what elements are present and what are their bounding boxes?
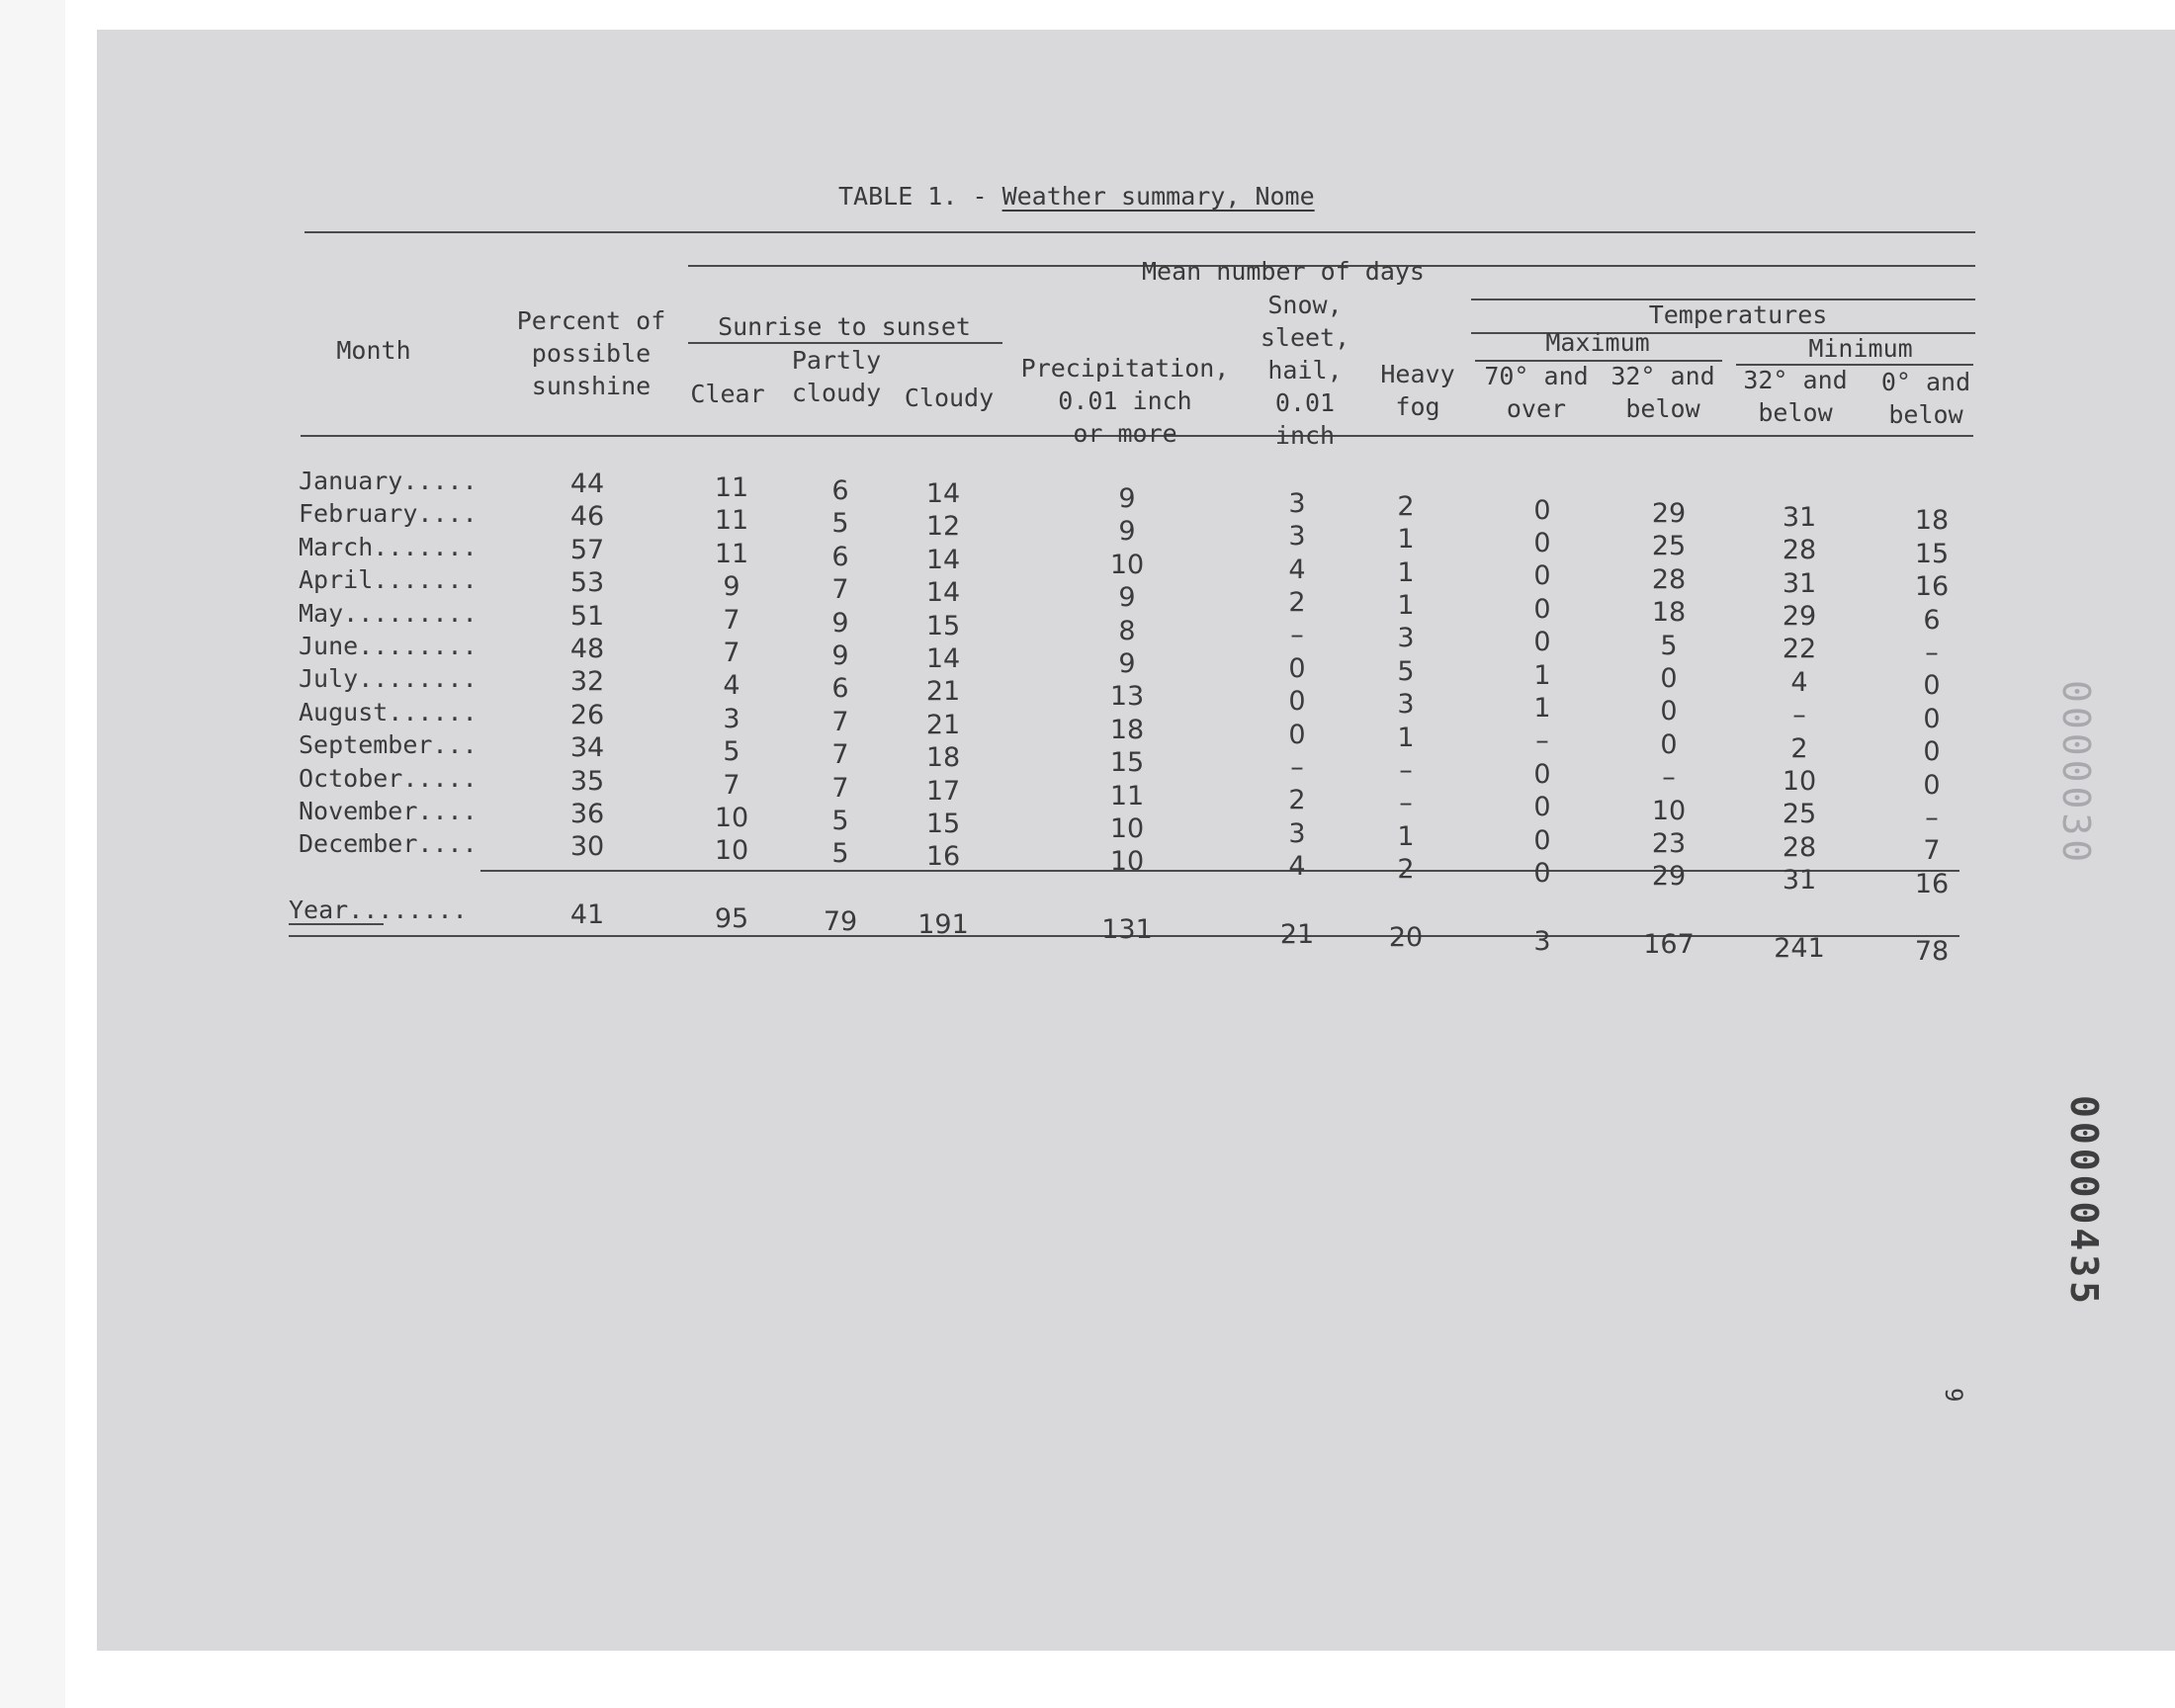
table-cell: 10 bbox=[714, 803, 749, 833]
table-cell: – bbox=[1399, 754, 1413, 786]
table-cell: 11 bbox=[1109, 780, 1145, 811]
table-cell: – bbox=[1290, 620, 1304, 651]
year-total-cell: 20 bbox=[1388, 921, 1424, 953]
table-cell: 29 bbox=[1782, 600, 1817, 632]
table-cell: 25 bbox=[1651, 531, 1687, 562]
document-stamp-number: 00000435 bbox=[2062, 1095, 2106, 1309]
header-month: Month bbox=[336, 336, 411, 365]
table-cell: 1 bbox=[1533, 659, 1551, 691]
table-cell: 0 bbox=[1660, 663, 1678, 695]
table-cell: 5 bbox=[831, 806, 849, 837]
header-temperatures: Temperatures bbox=[1648, 300, 1828, 329]
year-total-cell: 191 bbox=[917, 908, 969, 940]
table-cell: 9 bbox=[831, 607, 849, 639]
table-cell: 46 bbox=[569, 501, 605, 533]
table-cell: 7 bbox=[831, 706, 849, 737]
table-cell: 0 bbox=[1288, 686, 1306, 718]
table-cell: 9 bbox=[1118, 516, 1136, 548]
table-cell: 28 bbox=[1782, 535, 1817, 566]
month-label: September... bbox=[299, 730, 478, 760]
table-cell: – bbox=[1925, 638, 1939, 668]
table-cell: 15 bbox=[1109, 747, 1145, 779]
table-cell: 11 bbox=[714, 472, 749, 503]
table-cell: 3 bbox=[1288, 487, 1306, 519]
table-cell: 35 bbox=[569, 765, 605, 797]
table-cell: 5 bbox=[723, 736, 740, 768]
table-cell: 31 bbox=[1782, 865, 1817, 897]
table-cell: 26 bbox=[569, 699, 605, 730]
table-cell: 17 bbox=[925, 775, 961, 807]
table-cell: 0 bbox=[1923, 769, 1941, 801]
table-cell: 0 bbox=[1533, 627, 1551, 658]
table-cell: – bbox=[1792, 700, 1806, 731]
table-cell: 4 bbox=[723, 670, 740, 702]
month-label: August...... bbox=[299, 697, 478, 726]
table-cell: – bbox=[1925, 803, 1939, 833]
table-cell: 30 bbox=[569, 831, 605, 863]
table-cell: – bbox=[1290, 751, 1304, 783]
table-cell: 22 bbox=[1782, 634, 1817, 665]
table-cell: 21 bbox=[925, 676, 961, 708]
table-cell: 51 bbox=[569, 600, 605, 632]
table-cell: 5 bbox=[1660, 630, 1678, 661]
table-cell: 3 bbox=[1397, 623, 1415, 654]
table-cell: 10 bbox=[1109, 549, 1145, 580]
table-cell: 11 bbox=[714, 505, 749, 537]
table-cell: 29 bbox=[1651, 498, 1687, 530]
month-label: October..... bbox=[299, 763, 478, 793]
month-label: April....... bbox=[299, 565, 478, 595]
table-cell: 0 bbox=[1660, 696, 1678, 727]
table-cell: 15 bbox=[1914, 538, 1950, 569]
table-cell: 18 bbox=[1914, 505, 1950, 537]
table-cell: 3 bbox=[1397, 689, 1415, 721]
table-cell: 15 bbox=[925, 808, 961, 839]
table-cell: 1 bbox=[1397, 820, 1415, 852]
header-max-32-and-below: 32° and below bbox=[1610, 362, 1715, 423]
table-cell: 13 bbox=[1109, 681, 1145, 713]
table-cell: 9 bbox=[1118, 582, 1136, 614]
table-cell: 0 bbox=[1533, 857, 1551, 889]
table-cell: 6 bbox=[831, 673, 849, 705]
table-cell: 7 bbox=[831, 574, 849, 606]
table-cell: 1 bbox=[1533, 692, 1551, 724]
table-cell: 1 bbox=[1397, 589, 1415, 621]
table-cell: 11 bbox=[714, 538, 749, 569]
table-cell: 1 bbox=[1397, 556, 1415, 588]
table-cell: 0 bbox=[1533, 792, 1551, 823]
table-cell: 10 bbox=[1109, 813, 1145, 844]
table-cell: 1 bbox=[1397, 524, 1415, 555]
table-cell: 2 bbox=[1790, 732, 1808, 764]
table-cell: 0 bbox=[1660, 728, 1678, 760]
year-total-cell: 78 bbox=[1914, 936, 1950, 968]
table-cell: 23 bbox=[1651, 828, 1687, 860]
table-cell: 2 bbox=[1397, 854, 1415, 886]
table-cell: 28 bbox=[1651, 563, 1687, 595]
table-cell: 10 bbox=[1651, 795, 1687, 826]
table-cell: 5 bbox=[831, 838, 849, 870]
table-cell: 1 bbox=[1397, 722, 1415, 753]
year-total-cell: 131 bbox=[1101, 914, 1153, 945]
table-cell: 16 bbox=[925, 841, 961, 873]
table-cell: 7 bbox=[723, 769, 740, 801]
header-mean-days: Mean number of days bbox=[1142, 257, 1425, 286]
header-maximum: Maximum bbox=[1545, 328, 1650, 357]
table-cell: 57 bbox=[569, 534, 605, 565]
table-cell: 16 bbox=[1914, 868, 1950, 899]
table-cell: 16 bbox=[1914, 571, 1950, 603]
table-cell: 4 bbox=[1288, 851, 1306, 883]
table-cell: 7 bbox=[831, 739, 849, 771]
page-number: 9 bbox=[1940, 1388, 1967, 1403]
table-cell: 0 bbox=[1923, 670, 1941, 702]
year-total-cell: 167 bbox=[1643, 929, 1695, 961]
total-rule bbox=[480, 870, 1959, 872]
year-total-cell: 241 bbox=[1774, 932, 1825, 964]
month-label: May......... bbox=[299, 598, 478, 628]
table-cell: – bbox=[1399, 788, 1413, 819]
table-cell: 44 bbox=[569, 469, 605, 499]
table-cell: 6 bbox=[831, 541, 849, 572]
table-cell: 12 bbox=[925, 511, 961, 543]
header-min-32-and-below: 32° and below bbox=[1743, 366, 1848, 427]
table-cell: 7 bbox=[723, 638, 740, 668]
header-precipitation: Precipitation, 0.01 inch or more bbox=[1020, 354, 1230, 448]
table-cell: 10 bbox=[1782, 765, 1817, 797]
table-cell: 29 bbox=[1651, 861, 1687, 893]
year-total-cell: 41 bbox=[569, 899, 605, 930]
month-label: February.... bbox=[299, 499, 478, 529]
table-cell: 9 bbox=[831, 640, 849, 672]
table-cell: 9 bbox=[1118, 648, 1136, 679]
month-label: December.... bbox=[299, 829, 478, 859]
table-cell: 9 bbox=[723, 571, 740, 603]
table-cell: 18 bbox=[1109, 714, 1145, 745]
faint-stamp-number: 0000030 bbox=[2054, 680, 2098, 867]
table-cell: 2 bbox=[1288, 586, 1306, 618]
table-cell: 4 bbox=[1288, 554, 1306, 585]
table-cell: 0 bbox=[1923, 703, 1941, 734]
header-clear: Clear bbox=[690, 380, 765, 408]
table-cell: 0 bbox=[1288, 652, 1306, 684]
table-cell: 0 bbox=[1533, 494, 1551, 526]
header-sunrise-to-sunset: Sunrise to sunset bbox=[718, 312, 971, 341]
table-cell: 9 bbox=[1118, 483, 1136, 514]
month-label: November.... bbox=[299, 797, 478, 825]
table-cell: 4 bbox=[1790, 666, 1808, 698]
table-cell: 3 bbox=[1288, 817, 1306, 849]
year-total-cell: 3 bbox=[1533, 925, 1551, 957]
table-cell: 5 bbox=[831, 508, 849, 540]
year-label: Year........ bbox=[289, 896, 468, 924]
table-cell: 32 bbox=[569, 666, 605, 698]
table-cell: 0 bbox=[1923, 736, 1941, 768]
table-cell: 31 bbox=[1782, 501, 1817, 533]
header-partly-cloudy: Partly cloudy bbox=[791, 346, 882, 407]
year-total-cell: 95 bbox=[714, 903, 749, 934]
year-total-cell: 21 bbox=[1279, 918, 1315, 950]
table-cell: 18 bbox=[925, 742, 961, 774]
table-cell: 18 bbox=[1651, 597, 1687, 629]
table-cell: 14 bbox=[925, 642, 961, 674]
table-cell: 7 bbox=[723, 604, 740, 636]
table-cell: 0 bbox=[1533, 560, 1551, 592]
table-cell: 14 bbox=[925, 477, 961, 509]
header-cloudy: Cloudy bbox=[904, 384, 995, 412]
month-label: June........ bbox=[299, 632, 478, 660]
header-max-70-and-over: 70° and over bbox=[1484, 362, 1589, 423]
table-cell: 7 bbox=[831, 772, 849, 804]
table-cell: – bbox=[1535, 726, 1549, 757]
year-total-cell: 79 bbox=[823, 906, 858, 938]
table-cell: 0 bbox=[1533, 527, 1551, 558]
table-cell: 10 bbox=[714, 835, 749, 867]
table-title bbox=[838, 182, 1315, 211]
table-cell: 25 bbox=[1782, 799, 1817, 830]
table-cell: 3 bbox=[1288, 521, 1306, 553]
month-label: July........ bbox=[299, 664, 478, 694]
table-cell: 14 bbox=[925, 577, 961, 609]
table-cell: 15 bbox=[925, 610, 961, 641]
table-number: TABLE 1. - bbox=[838, 182, 1002, 211]
table-cell: 53 bbox=[569, 567, 605, 599]
table-cell: 6 bbox=[1923, 604, 1941, 636]
table-cell: 0 bbox=[1288, 719, 1306, 750]
table-cell: 5 bbox=[1397, 655, 1415, 687]
table-cell: 0 bbox=[1533, 824, 1551, 856]
table-cell: 10 bbox=[1109, 846, 1145, 878]
table-cell: 2 bbox=[1288, 785, 1306, 816]
table-cell: 0 bbox=[1533, 758, 1551, 790]
table-cell: 34 bbox=[569, 732, 605, 764]
table-cell: – bbox=[1662, 762, 1676, 794]
table-cell: 21 bbox=[925, 709, 961, 740]
table-cell: 6 bbox=[831, 475, 849, 507]
header-minimum: Minimum bbox=[1808, 334, 1913, 363]
month-label: March....... bbox=[299, 532, 478, 561]
table-cell: 28 bbox=[1782, 831, 1817, 863]
table-cell: 36 bbox=[569, 799, 605, 829]
table-cell: 2 bbox=[1397, 490, 1415, 522]
table-cell: 7 bbox=[1923, 835, 1941, 867]
scan-edge bbox=[0, 0, 65, 1708]
table-cell: 3 bbox=[723, 703, 740, 734]
table-cell: 8 bbox=[1118, 615, 1136, 646]
header-heavy-fog: Heavy fog bbox=[1380, 360, 1455, 421]
table-cell: 14 bbox=[925, 544, 961, 575]
header-sunshine: Percent of possible sunshine bbox=[516, 306, 666, 400]
header-snow: Snow, sleet, hail, 0.01 inch bbox=[1260, 291, 1350, 450]
table-cell: 0 bbox=[1533, 593, 1551, 625]
table-cell: 31 bbox=[1782, 567, 1817, 599]
header-min-0-and-below: 0° and below bbox=[1880, 368, 1971, 429]
month-label: January..... bbox=[299, 467, 478, 495]
table-cell: 48 bbox=[569, 634, 605, 664]
top-rule bbox=[304, 231, 1975, 233]
table-caption: Weather summary, Nome bbox=[1001, 182, 1315, 211]
